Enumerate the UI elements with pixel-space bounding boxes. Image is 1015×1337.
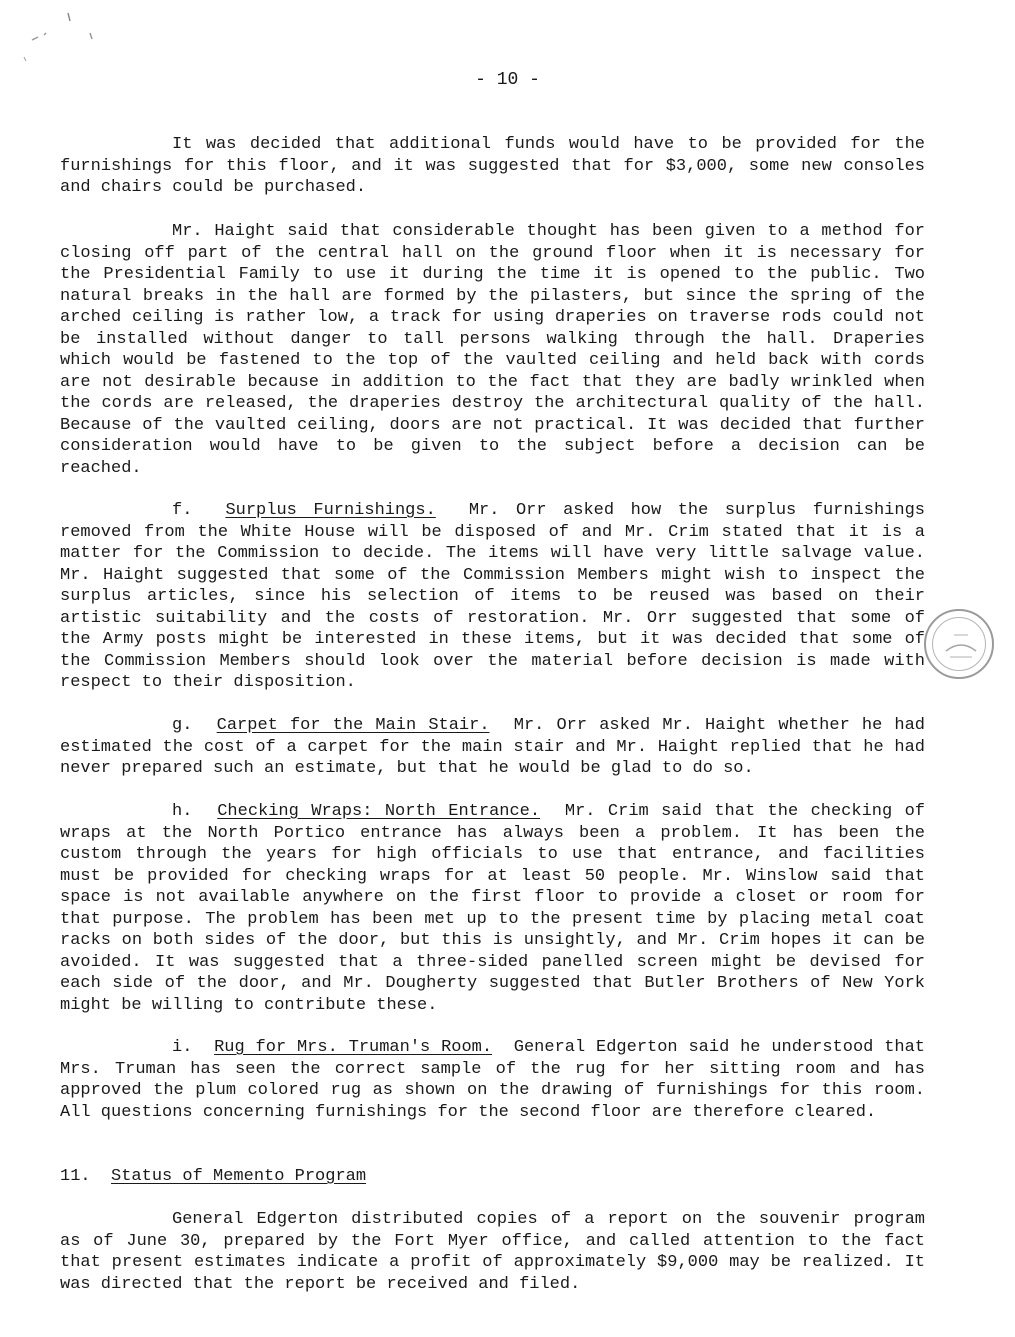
item-f-letter: f. — [172, 501, 193, 520]
section-11-body-text: General Edgerton distributed copies of a report on the souvenir program as of June 30, prepared by the Fort Myer office, and called attention to the fact that present estimates indicate a profit of approximately $9,000 may be realized. It was directed that the report be received and filed. — [60, 1210, 925, 1294]
item-g-letter: g. — [172, 716, 193, 735]
item-g-heading: Carpet for the Main Stair. — [216, 716, 490, 735]
item-h-heading: Checking Wraps: North Entrance. — [217, 802, 541, 821]
paragraph-funds-text: It was decided that additional funds would have to be provided for the furnishings for this floor, and it was suggested that for $3,000, some new consoles and chairs could be purchased. — [60, 135, 925, 197]
item-f-surplus-furnishings — [60, 500, 925, 694]
item-i-heading: Rug for Mrs. Truman's Room. — [214, 1038, 493, 1057]
item-f-body: Mr. Orr asked how the surplus furnishings removed from the White House will be disposed of and Mr. Crim stated that it is a matter for the Commission to decide. The items will have very little salvage value. Mr. Haight suggested that some of the Commission Members might wish to inspect the surplus articles, since his selection of items to be reused was based on their artistic suitability and the costs of restoration. Mr. Orr suggested that some of the Army posts might be interested in these items, but it was decided that some of the Commission Members should look over the material before decision is made with respect to their disposition. — [60, 501, 925, 692]
item-h-body: Mr. Crim said that the checking of wraps at the North Portico entrance has always been a problem. It has been the custom through the years for high officials to use that entrance, and facilities must be provided for checking wraps for at least 50 people. Mr. Winslow said that space is not available anywhere on the first floor to provide a closet or room for that purpose. The problem has been met up to the present time by placing metal coat racks on both sides of the door, but this is unsightly, and Mr. Crim hopes it can be avoided. It was suggested that a three-sided panelled screen might be devised for each side of the door, and Mr. Dougherty suggested that Butler Brothers of New York might be willing to contribute these. — [60, 802, 925, 1015]
paragraph-funds — [60, 134, 925, 199]
section-11-body — [60, 1209, 925, 1295]
section-11-heading-line — [60, 1166, 925, 1188]
item-h-checking-wraps — [60, 801, 925, 1016]
margin-smudge — [20, 5, 110, 65]
item-g-body: Mr. Orr asked Mr. Haight whether he had estimated the cost of a carpet for the main stair and Mr. Haight replied that he had never prepared such an estimate, but that he would be glad to do so. — [60, 716, 926, 778]
paragraph-central-hall-text: Mr. Haight said that considerable thought has been given to a method for closing off part of the central hall on the ground floor when it is necessary for the Presidential Family to use it during the time it is opened to the public. Two natural breaks in the hall are formed by the pilasters, but since the spring of the arched ceiling is rather low, a track for using draperies on traverse rods could not be installed without danger to tall persons walking through the hall. Draperies which would be fastened to the top of the vaulted ceiling and held back with cords are not desirable because in addition to the fact that they are badly wrinkled when the cords are released, the draperies destroy the architectural quality of the hall. Because of the vaulted ceiling, doors are not practical. It was decided that further consideration would have to be given to the subject before a decision can be reached. — [60, 222, 925, 478]
item-h-letter: h. — [172, 802, 193, 821]
library-stamp-icon — [924, 609, 994, 679]
section-11-number: 11. — [60, 1167, 91, 1186]
item-g-carpet — [60, 715, 925, 780]
item-i-rug — [60, 1037, 925, 1123]
item-i-letter: i. — [172, 1038, 193, 1057]
paragraph-central-hall — [60, 221, 925, 479]
section-11-heading: Status of Memento Program — [111, 1167, 367, 1186]
item-i-body: General Edgerton said he understood that Mrs. Truman has seen the correct sample of the rug for her sitting room and has approved the plum colored rug as shown on the drawing of furnishings for this room. All questions concerning furnishings for the second floor are therefore cleared. — [60, 1038, 926, 1122]
page-number: - 10 - — [475, 70, 540, 90]
item-f-heading: Surplus Furnishings. — [225, 501, 436, 520]
